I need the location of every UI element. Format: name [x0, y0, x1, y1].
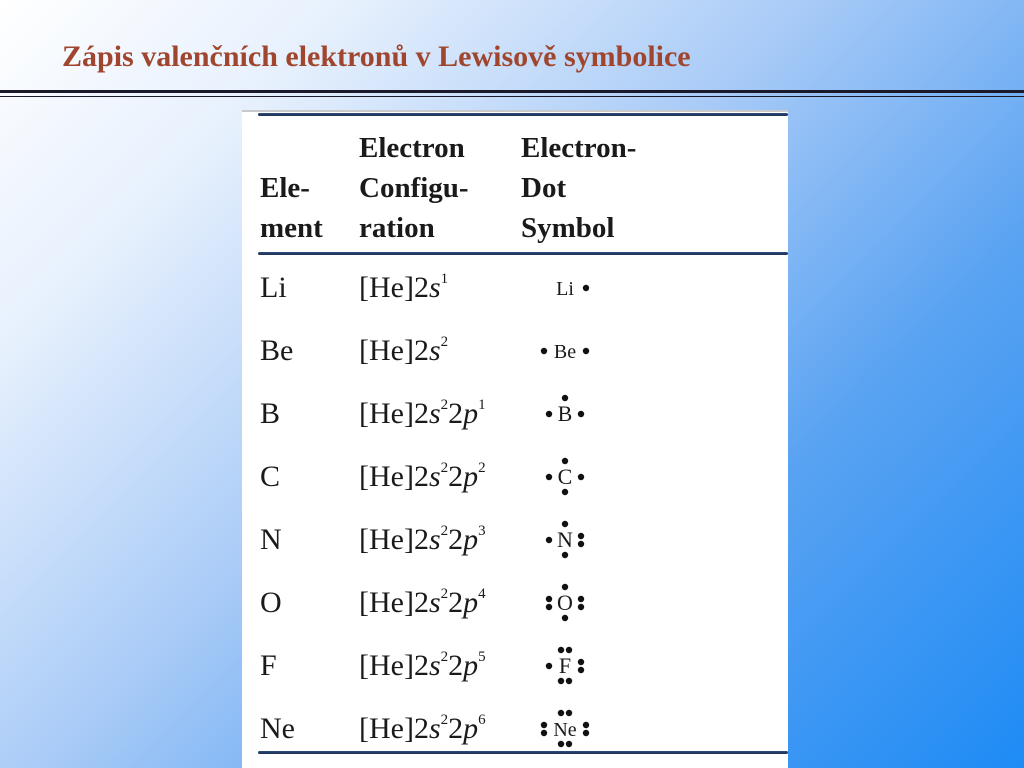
- lewis-element-symbol: N: [557, 527, 573, 552]
- config-p-count: 5: [478, 649, 486, 665]
- config-core: [He]2: [359, 712, 429, 745]
- table-bottom-rule: [258, 751, 788, 754]
- config-s-orbital: s: [428, 397, 441, 430]
- config-s-orbital: s: [428, 649, 441, 682]
- configuration-cell: [359, 585, 486, 621]
- configuration-cell: [359, 459, 486, 495]
- configuration-cell: [359, 333, 448, 369]
- electron-dot: [546, 537, 552, 543]
- config-p-orbital: p: [463, 649, 479, 682]
- config-p-orbital: p: [463, 397, 479, 430]
- config-s-orbital: s: [428, 334, 441, 367]
- electron-dot: [566, 678, 572, 684]
- element-cell: O: [260, 586, 282, 619]
- header-element: Ele- ment: [260, 172, 323, 244]
- config-p-level: 2: [448, 649, 464, 682]
- title-divider-thin: [0, 96, 1024, 97]
- config-core: [He]2: [359, 460, 429, 493]
- electron-dot: [558, 710, 564, 716]
- lewis-element-symbol: Li: [556, 278, 574, 300]
- electron-dot: [541, 348, 547, 354]
- electron-dot: [578, 659, 584, 665]
- electron-dot: [578, 411, 584, 417]
- element-cell: F: [260, 649, 277, 682]
- config-core: [He]2: [359, 271, 429, 304]
- configuration-cell: [359, 648, 486, 684]
- electron-dot: [546, 663, 552, 669]
- config-s-orbital: s: [428, 460, 441, 493]
- config-p-orbital: p: [463, 460, 479, 493]
- electron-dot: [558, 678, 564, 684]
- element-cell: Be: [260, 334, 294, 367]
- electron-dot: [583, 348, 589, 354]
- electron-dot: [566, 741, 572, 747]
- config-s-count: 2: [440, 334, 449, 350]
- configuration-cell: [359, 270, 448, 306]
- config-p-orbital: p: [463, 523, 479, 556]
- configuration-cell: [359, 522, 486, 558]
- electron-dot: [562, 521, 568, 527]
- header-rule: [258, 252, 788, 255]
- lewis-dot-symbol: [535, 699, 595, 759]
- lewis-dot-symbol: [535, 573, 595, 633]
- lewis-dot-symbol: [535, 510, 595, 570]
- config-p-count: 2: [478, 460, 486, 476]
- lewis-element-symbol: O: [557, 590, 573, 615]
- config-core: [He]2: [359, 523, 429, 556]
- config-p-level: 2: [448, 460, 464, 493]
- config-s-orbital: s: [428, 586, 441, 619]
- config-p-count: 6: [478, 712, 486, 728]
- lewis-dot-symbol: [535, 384, 595, 444]
- configuration-cell: [359, 396, 486, 432]
- element-cell: C: [260, 460, 281, 493]
- electron-dot: [541, 722, 547, 728]
- config-s-count: 1: [440, 271, 449, 287]
- config-p-count: 4: [478, 586, 486, 602]
- element-cell: Li: [260, 271, 287, 304]
- electron-table: [242, 110, 788, 768]
- electron-dot: [578, 533, 584, 539]
- electron-dot: [558, 741, 564, 747]
- electron-dot: [562, 584, 568, 590]
- electron-dot: [578, 596, 584, 602]
- lewis-element-symbol: F: [558, 653, 572, 678]
- table-top-edge: [242, 110, 788, 112]
- electron-dot: [541, 730, 547, 736]
- element-cell: N: [260, 523, 282, 556]
- configuration-cell: [359, 711, 486, 747]
- config-p-level: 2: [448, 586, 464, 619]
- lewis-dot-symbol: [535, 258, 595, 318]
- config-s-count: 2: [440, 586, 449, 602]
- electron-dot: [578, 604, 584, 610]
- electron-dot: [546, 604, 552, 610]
- electron-dot: [546, 411, 552, 417]
- electron-dot: [546, 596, 552, 602]
- config-s-count: 2: [440, 712, 449, 728]
- config-p-level: 2: [448, 523, 464, 556]
- config-s-count: 2: [440, 460, 449, 476]
- lewis-element-symbol: B: [557, 401, 573, 426]
- electron-dot: [566, 647, 572, 653]
- config-s-orbital: s: [428, 712, 441, 745]
- config-p-level: 2: [448, 397, 464, 430]
- config-p-count: 1: [478, 397, 486, 413]
- electron-dot: [546, 474, 552, 480]
- lewis-element-symbol: Be: [553, 341, 577, 363]
- electron-dot: [562, 552, 568, 558]
- electron-dot: [562, 458, 568, 464]
- lewis-dot-symbol: [535, 636, 595, 696]
- config-core: [He]2: [359, 649, 429, 682]
- config-p-level: 2: [448, 712, 464, 745]
- electron-dot: [558, 647, 564, 653]
- lewis-element-symbol: Ne: [553, 719, 577, 741]
- header-configuration: Electron Configu- ration: [359, 132, 469, 244]
- lewis-element-symbol: C: [557, 464, 573, 489]
- element-cell: Ne: [260, 712, 295, 745]
- electron-dot: [583, 730, 589, 736]
- element-cell: B: [260, 397, 281, 430]
- slide-title: Zápis valenčních elektronů v Lewisově symbolice: [62, 40, 691, 73]
- config-p-count: 3: [478, 523, 486, 539]
- electron-dot: [583, 722, 589, 728]
- electron-dot: [578, 541, 584, 547]
- electron-dot: [566, 710, 572, 716]
- electron-dot: [562, 489, 568, 495]
- table-top-rule: [258, 113, 788, 116]
- lewis-dot-symbol: [535, 447, 595, 507]
- lewis-dot-symbol: [535, 321, 595, 381]
- title-divider-thick: [0, 90, 1024, 93]
- config-s-orbital: s: [428, 271, 441, 304]
- electron-dot: [578, 667, 584, 673]
- config-core: [He]2: [359, 334, 429, 367]
- electron-dot: [562, 615, 568, 621]
- config-s-count: 2: [440, 397, 449, 413]
- config-core: [He]2: [359, 586, 429, 619]
- config-p-orbital: p: [463, 586, 479, 619]
- config-s-count: 2: [440, 523, 449, 539]
- config-s-count: 2: [440, 649, 449, 665]
- config-p-orbital: p: [463, 712, 479, 745]
- electron-dot: [578, 474, 584, 480]
- electron-dot: [562, 395, 568, 401]
- electron-dot: [583, 285, 589, 291]
- config-core: [He]2: [359, 397, 429, 430]
- config-s-orbital: s: [428, 523, 441, 556]
- header-dot-symbol: Electron- Dot Symbol: [521, 132, 637, 244]
